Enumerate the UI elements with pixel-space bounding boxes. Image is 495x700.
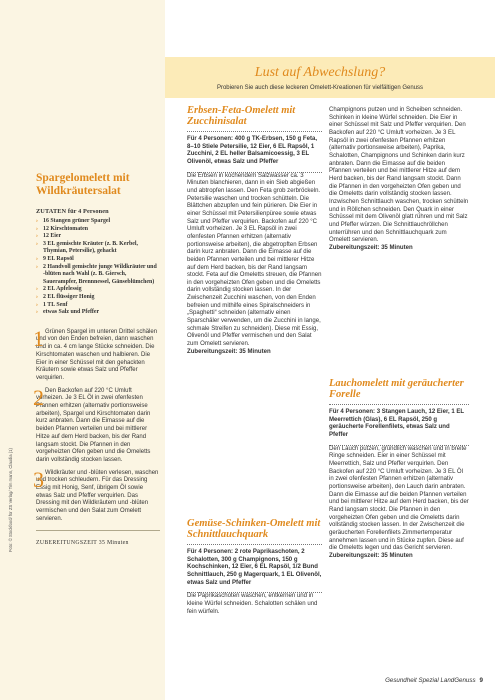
recipe-body: Die Erbsen in kochendem Salzwasser ca. 3 Minuten blanchieren, dann in ein Sieb abgießen und abtropfen lassen. Den Feta grob zerbröckeln. Petersilie waschen und trocken schütteln. Die Blättchen abzupfen und fein pürieren. Die Eier in einer Schüssel mit Petersilienpüree sowie etwas Salz und Pfeffer verquirlen. Backofen auf 220 °C Umluft vorheizen. Je 3 EL Rapsöl in zwei ofenfesten Pfannen erhitzen (alternativ portionsweise arbeiten), die abgetropften Erbsen darin kurz anbraten. Dann die Eimasse auf die beiden Pfannen verteilen und bei mittlerer Hitze auf dem Herd backen, bis der Rand langsam stockt. Feta auf die Omeletts streuen, die Pfannen in den vorgeheizten Ofen geben und die Omeletts darin vollständig stocken lassen. In der Zwischenzeit Zucchini waschen, von den Enden befreien und mithilfe eines Spiralschneiders in „Spaghetti“ schneiden (alternativ einen Sparschäler verwenden, um die Zucchini in lange, schmale Streifen zu schneiden). Diese mit Essig, Olivenöl und Pfeffer vermischen und den Salat zum Omelett servieren. [187, 172, 322, 348]
preparation-time: Zubereitungszeit: 35 Minuten [329, 244, 413, 251]
recipe-ingredients: Für 4 Personen: 400 g TK-Erbsen, 150 g Feta, 8–10 Stiele Petersilie, 12 Eier, 6 EL Rapsöl, 1 Zucchini, 2 EL heller Balsamicoessig, 3 EL Olivenöl, etwas Salz und Pfeffer [187, 136, 318, 165]
recipe-ingredients: Für 4 Personen: 3 Stangen Lauch, 12 Eier, 1 EL Meerrettich (Glas), 6 EL Rapsöl, 250 g geräucherte Forellenfilets, etwas Salz und Pfeffer [329, 409, 464, 438]
magazine-name: Gesundheit Spezial LandGenuss [385, 677, 476, 684]
left-recipe-column [0, 0, 165, 700]
step-number: 3 [33, 466, 44, 492]
ingredient-item: › etwas Salz und Pfeffer [36, 309, 100, 316]
recipe-lauch-forelle [329, 378, 469, 560]
ingredient-item: › 16 Stangen grüner Spargel [36, 218, 111, 224]
ingredient-item: › 3 EL gemischte Kräuter (z. B. Kerbel, Thymian, Petersilie), gehackt [36, 240, 138, 255]
bullet-icon: › [36, 218, 38, 224]
bullet-icon: › [36, 309, 38, 316]
ingredient-item: › 2 EL flüssiger Honig [36, 293, 95, 300]
preparation-time: ZUBEREITUNGSZEIT 35 Minuten [36, 539, 129, 546]
recipe-title: Spargelomelett mit Wildkräutersalat [36, 172, 130, 197]
recipe-ingredients-box [187, 544, 322, 593]
step-2 [33, 384, 160, 465]
recipe-body: Die Paprikaschoten waschen, entkernen und in kleine Würfel schneiden. Schalotten schälen und fein würfeln. [187, 593, 318, 615]
recipe-title: Lauchomelett mit geräucherter Forelle [329, 378, 464, 400]
recipe-title: Gemüse-Schinken-Omelett mit Schnittlauchquark [187, 518, 321, 540]
bullet-icon: › [36, 255, 38, 262]
bullet-icon: › [36, 263, 38, 270]
preparation-time: Zubereitungszeit: 35 Minuten [187, 348, 271, 355]
bullet-icon: › [36, 293, 38, 300]
recipe-ingredients: Für 4 Personen: 2 rote Paprikaschoten, 2 Schalotten, 300 g Champignons, 150 g Kochschinken, 12 Eier, 6 EL Rapsöl, 1/2 Bund Schnittlauch, 250 g Magerquark, 1 EL Olivenöl, etwas Salz und Pfeffer [187, 549, 322, 586]
bullet-icon: › [36, 240, 38, 247]
recipe-body: Champignons putzen und in Scheiben schneiden. Schinken in kleine Würfel schneiden. Die Eier in einer Schüssel mit Salz und Pfeffer verquirlen. Den Backofen auf 220 °C Umluft vorheizen. Je 3 EL Rapsöl in zwei ofenfesten Pfannen erhitzen (alternativ portionsweise arbeiten), Paprika, Schalotten, Champignons und Schinken darin kurz anbraten. Dann die Eimasse auf die beiden Pfannen verteilen und bei mittlerer Hitze auf dem Herd backen, bis der Rand langsam stockt. Dann die Pfannen in den vorgeheizten Ofen geben und die Omeletts darin vollständig stocken lassen. Inzwischen Schnittlauch waschen, trocken schütteln und in Röllchen schneiden. Den Quark in einer Schüssel mit dem Olivenöl glatt rühren und mit Salz und Pfeffer würzen. Die Schnittlauchröllchen unterrühren und den Schnittlauchquark zum Omelett servieren. [329, 107, 469, 244]
step-number: 1 [33, 325, 44, 351]
step-text: Grünen Spargel im unteren Drittel schälen und von den Enden befreien, dann waschen und in ca. 4 cm lange Stücke schneiden. Die Kirschtomaten waschen und halbieren. Die Eier in einer Schüssel mit den gehackten Kräutern sowie etwas Salz und Pfeffer verquirlen. [36, 328, 158, 381]
step-text: Den Backofen auf 220 °C Umluft vorheizen. Je 3 EL Öl in zwei ofenfesten Pfannen erhitzen (alternativ portionsweise arbeiten), Spargel und Kirschtomaten darin kurz anbraten. Dann die Eimasse auf die beiden Pfannen verteilen und bei mittlerer Hitze auf dem Herd backen, bis der Rand langsam stockt. Die Pfannen in den vorgeheizten Ofen geben und die Omeletts darin vollständig stocken lassen. [36, 387, 151, 463]
recipe-gemuese-schinken [187, 518, 322, 616]
ingredient-item: › 12 Eier [36, 233, 62, 240]
recipe-erbsen-feta [187, 105, 322, 356]
page-number: 9 [479, 677, 483, 684]
step-number: 2 [33, 384, 44, 410]
bullet-icon: › [36, 225, 38, 232]
divider [36, 530, 160, 531]
ingredient-item: › 2 Handvoll gemischte junge Wildkräuter und -blüten nach Wahl (z. B. Giersch, Sauerampfer, Brennnessel, Gänseblümchen) [36, 263, 157, 285]
preparation-time: Zubereitungszeit: 35 Minuten [329, 552, 413, 559]
bullet-icon: › [36, 301, 38, 308]
bullet-icon: › [36, 286, 38, 293]
page-footer [385, 677, 483, 684]
photo-credit: Foto: © Stockfood/ für ZS Verlag/ Tim mann, Claudia (1) [8, 448, 13, 552]
ingredient-list [36, 218, 160, 317]
bullet-icon: › [36, 233, 38, 240]
step-1 [33, 325, 160, 383]
ingredient-item: › 9 EL Rapsöl [36, 255, 74, 262]
step-text: Wildkräuter und -blüten verlesen, waschen und trocken schleudern. Für das Dressing Essig mit Honig, Senf, übrigem Öl sowie etwas Salz und Pfeffer verquirlen. Das Dressing mit den Wildkräutern und -blüten vermischen und den Salat zum Omelett servieren. [36, 469, 159, 522]
banner-title: Lust auf Abwechslung? [254, 65, 386, 80]
recipe-title: Erbsen-Feta-Omelett mit Zucchinisalat [187, 105, 296, 127]
recipe-ingredients-box [187, 131, 322, 173]
step-3 [33, 466, 160, 524]
recipe-body: Den Lauch putzen, gründlich waschen und in breite Ringe schneiden. Eier in einer Schüssel mit Meerrettich, Salz und Pfeffer verquirlen. Den Backofen auf 220 °C Umluft vorheizen. Je 3 EL Öl in zwei ofenfesten Pfannen erhitzen (alternativ portionsweise arbeiten), den Lauch darin anbraten. Dann die Eimasse auf die beiden Pfannen verteilen und bei mittlerer Hitze auf dem Herd backen, bis der Rand langsam stockt. Die Pfannen in den vorgeheizten Ofen geben und die Omeletts darin vollständig stocken lassen. In der Zwischenzeit die geräucherten Forellenfilets Zimmertemperatur annehmen lassen und in Stücke zupfen. Diese auf die Omeletts legen und das Gericht servieren. [329, 445, 469, 552]
banner-subtitle: Probieren Sie auch diese leckeren Omelett-Kreationen für vielfältigen Genuss [216, 85, 424, 91]
ingredient-item: › 1 TL Senf [36, 301, 68, 308]
left-recipe-content [33, 172, 160, 546]
ingredient-item: › 12 Kirschtomaten [36, 225, 88, 232]
recipe-ingredients-box [329, 404, 469, 446]
ingredients-heading: ZUTATEN für 4 Personen [36, 208, 109, 215]
ingredient-item: › 2 EL Apfelessig [36, 286, 82, 293]
section-banner [165, 57, 495, 98]
recipe-gemuese-schinken-continued [329, 107, 469, 252]
